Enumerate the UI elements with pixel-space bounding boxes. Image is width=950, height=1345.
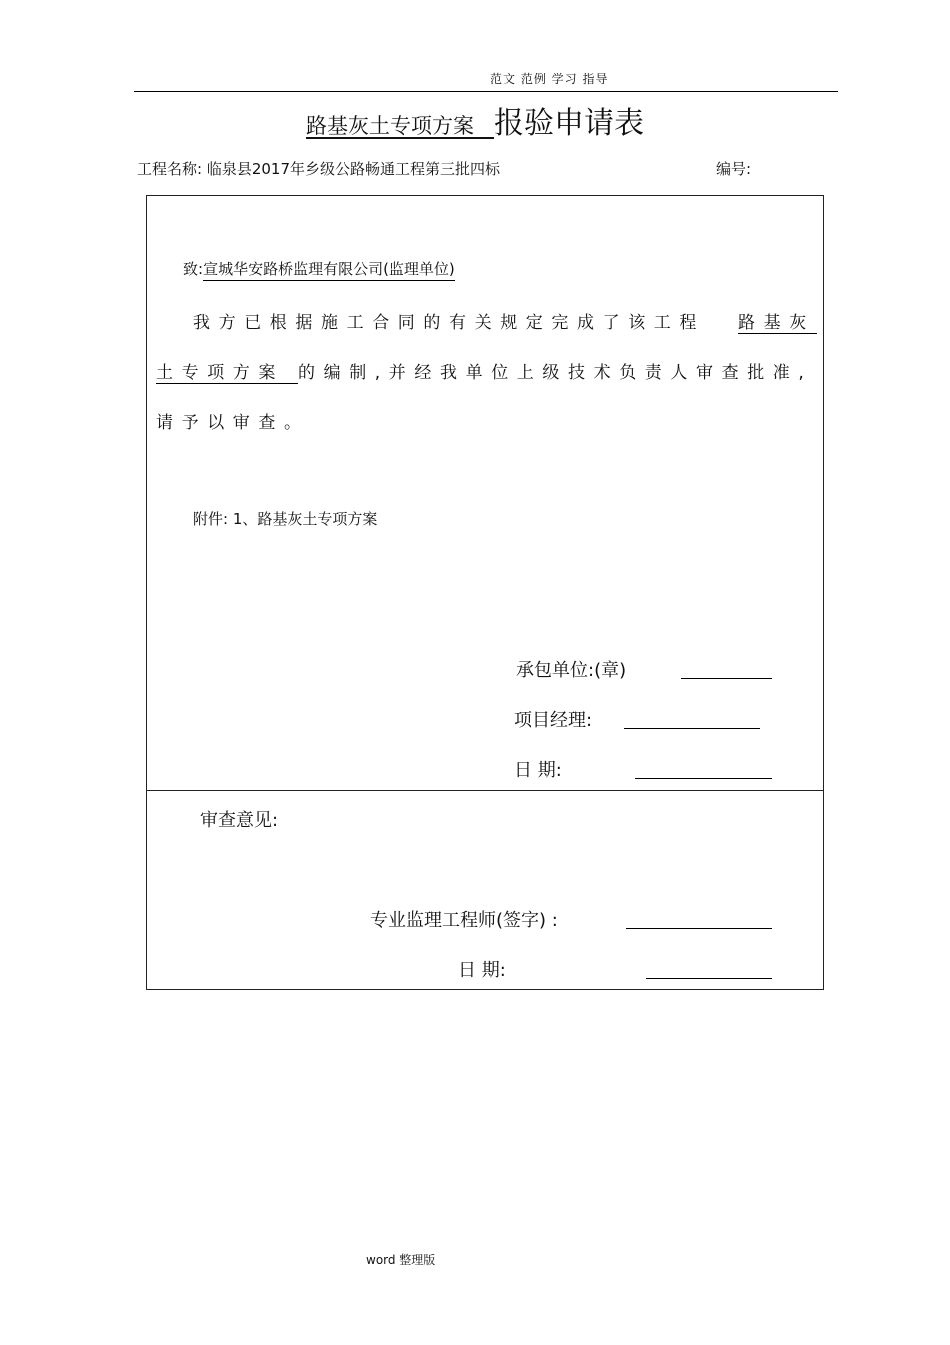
- review-opinion-label: 审查意见:: [200, 810, 279, 831]
- project-label: 工程名称:: [137, 160, 203, 178]
- page-title: [0, 98, 950, 142]
- title-subject: 路基灰土专项方案: [305, 114, 474, 138]
- body-line-2-underlined: 土专项方案: [156, 358, 298, 384]
- body-line-2: [156, 358, 812, 384]
- body-line-3: 请予以审查。: [156, 413, 310, 433]
- page-header-text: 范文 范例 学习 指导: [490, 72, 609, 86]
- review-date-blank[interactable]: [646, 977, 772, 979]
- supervising-engineer-blank[interactable]: [626, 927, 772, 929]
- contractor-date-label: 日 期:: [514, 760, 562, 781]
- form-divider: [146, 790, 824, 791]
- contractor-unit-blank[interactable]: [681, 677, 772, 679]
- project-name-line: [137, 158, 500, 179]
- project-manager-blank[interactable]: [624, 727, 760, 729]
- supervising-engineer-label: 专业监理工程师(签字) :: [370, 910, 558, 931]
- addressee-org: 宣城华安路桥监理有限公司: [203, 260, 384, 278]
- review-date-label: 日 期:: [458, 960, 506, 981]
- addressee-line: [183, 258, 455, 281]
- contractor-unit-label: 承包单位:(章): [516, 660, 627, 681]
- project-manager-label: 项目经理:: [514, 710, 593, 731]
- body-line-1-text: 我方已根据施工合同的有关规定完成了该工程: [193, 313, 705, 333]
- body-line-1-underlined: 路基灰: [738, 308, 817, 334]
- body-line-1: [193, 308, 705, 333]
- addressee-label: 致:: [183, 260, 204, 278]
- project-name: 临泉县2017年乡级公路畅通工程第三批四标: [206, 160, 501, 178]
- header-rule: [134, 91, 838, 92]
- addressee-suffix: (监理单位): [383, 260, 455, 278]
- number-label: 编号:: [716, 160, 752, 178]
- page-footer-text: word 整理版: [366, 1253, 436, 1267]
- contractor-date-blank[interactable]: [635, 777, 772, 779]
- title-main: 报验申请表: [494, 106, 645, 141]
- attachment-line: 附件: 1、路基灰土专项方案: [193, 510, 378, 528]
- body-line-2-text: 的编制,并经我单位上级技术负责人审查批准,: [298, 363, 813, 383]
- body-line-1-underline-wrap: [738, 308, 817, 334]
